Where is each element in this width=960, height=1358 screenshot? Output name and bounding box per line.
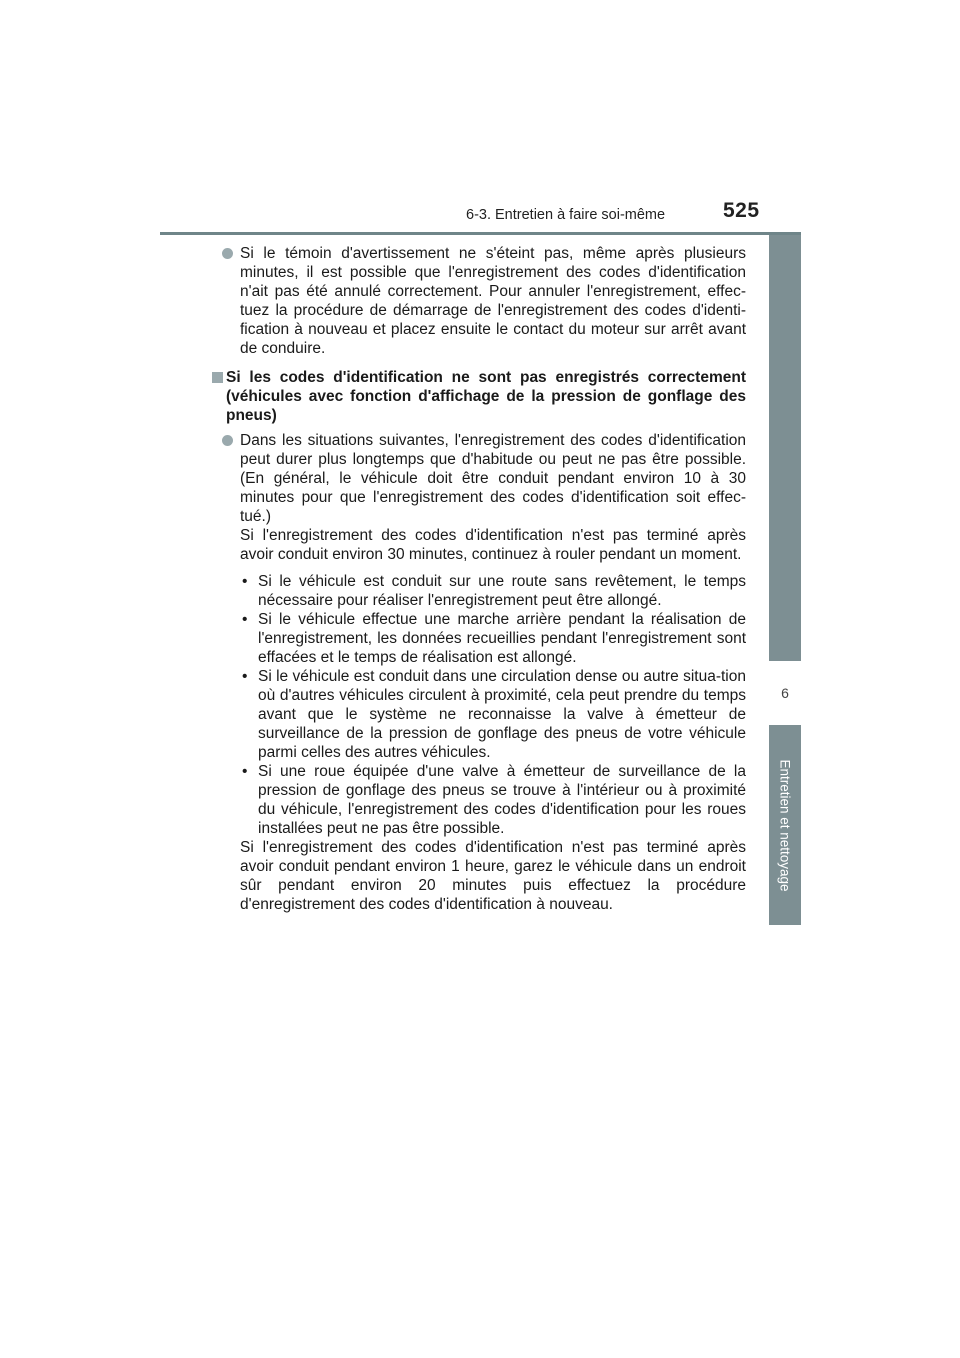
sub-list bbox=[216, 572, 746, 838]
bullet-item bbox=[216, 431, 746, 564]
side-bar-top bbox=[769, 235, 801, 661]
bullet-mark: • bbox=[242, 573, 248, 590]
square-bullet-icon bbox=[212, 372, 223, 383]
header-rule bbox=[160, 232, 801, 235]
list-item bbox=[216, 667, 746, 762]
list-item-text: Si le véhicule est conduit dans une circulation dense ou autre situa-tion où d'autres véhicules circulent à proximité, cela peut prendre du temps avant que le système ne reconnaisse la valve à émetteur de surveillance de la pression de gonflage des pneus de votre véhicule parmi celles des autres véhicules. bbox=[258, 668, 746, 761]
section-title: 6-3. Entretien à faire soi-même bbox=[466, 207, 666, 223]
page-number: 525 bbox=[723, 199, 760, 222]
bullet-mark: • bbox=[242, 763, 248, 780]
circle-bullet-icon bbox=[222, 248, 233, 259]
closing-text: Si l'enregistrement des codes d'identification n'est pas terminé après avoir conduit pendant environ 1 heure, garez le véhicule dans un endroit sûr pendant environ 20 minutes puis effectuez la procédure d'enregistrement des codes d'identification à nouveau. bbox=[240, 839, 746, 913]
list-item bbox=[216, 572, 746, 610]
section-heading: Si les codes d'identification ne sont pas enregistrés correctement (véhicules avec fonction d'affichage de la pression de gonflage des pneus) bbox=[226, 369, 746, 424]
chapter-tab-number: 6 bbox=[769, 664, 801, 722]
list-item-text: Si une roue équipée d'une valve à émetteur de surveillance de la pression de gonflage des pneus se trouve à l'intérieur ou à proximité du véhicule, l'enregistrement des codes d'identification pour les roues installées peut ne pas être possible. bbox=[258, 763, 746, 837]
list-item-text: Si le véhicule effectue une marche arrière pendant la réalisation de l'enregistrement, les données recueillies pendant l'enregistrement sont effacées et le temps de réalisation est allongé. bbox=[258, 611, 746, 666]
list-item-text: Si le véhicule est conduit sur une route sans revêtement, le temps nécessaire pour réaliser l'enregistrement peut être allongé. bbox=[258, 573, 746, 609]
bullet-mark: • bbox=[242, 668, 248, 685]
list-item bbox=[216, 762, 746, 838]
bullet-mark: • bbox=[242, 611, 248, 628]
chapter-tab-label: Entretien et nettoyage bbox=[777, 758, 793, 892]
circle-bullet-icon bbox=[222, 435, 233, 446]
bullet-item bbox=[216, 244, 746, 358]
bullet-text: Si le témoin d'avertissement ne s'éteint pas, même après plusieurs minutes, il est possible que l'enregistrement des codes d'identification n'ait pas été annulé correctement. Pour annuler l'enregistrement, effec-tuez la procédure de démarrage de l'enregistrement des codes d'identi-fication à nouveau et placez ensuite le contact du moteur sur arrêt avant de conduire. bbox=[240, 245, 746, 357]
list-item bbox=[216, 610, 746, 667]
page-content bbox=[216, 244, 746, 914]
chapter-tab bbox=[769, 725, 801, 925]
bullet-text-continued: Si l'enregistrement des codes d'identification n'est pas terminé après avoir conduit environ 30 minutes, continuez à rouler pendant un moment. bbox=[240, 527, 746, 563]
section-heading-item bbox=[216, 368, 746, 425]
bullet-text: Dans les situations suivantes, l'enregistrement des codes d'identification peut durer plus longtemps que d'habitude ou peut ne pas être possible. (En général, le véhicule doit être conduit pendant environ 10 à 30 minutes pour que l'enregistrement des codes d'identification soit effec-tué.) bbox=[240, 432, 746, 525]
